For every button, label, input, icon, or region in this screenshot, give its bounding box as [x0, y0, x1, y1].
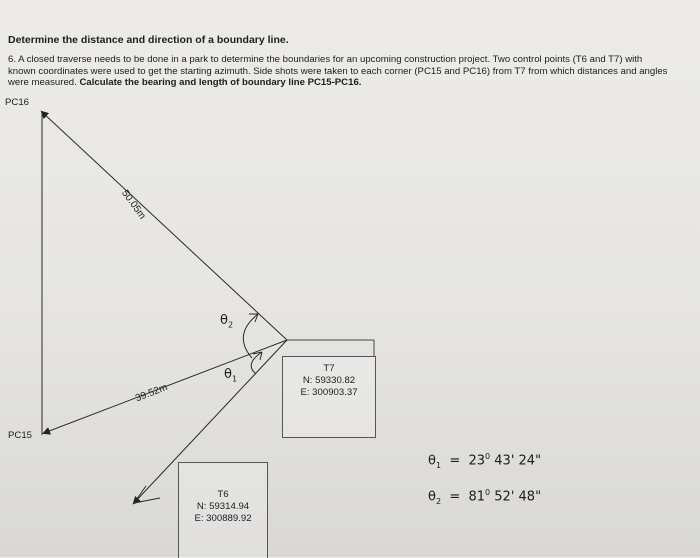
- t7-east: E: 300903.37: [300, 387, 358, 398]
- problem-text: 6. A closed traverse needs to be done in a park to determine the boundaries for an upcoming construction project. Two control points (T6 and T7) with known coordinates were used to get the starting azimuth. Side shots were taken to each corner (PC15 and PC16) from T7 from which distances and angles were measured.: [8, 54, 668, 88]
- t7-north: N: 59330.82: [302, 375, 356, 386]
- label-pc16: PC16: [5, 97, 29, 108]
- theta2-label: $\theta_2$: [220, 313, 234, 330]
- distance-pc16: 50.05m: [119, 188, 148, 222]
- problem-heading: Determine the distance and direction of a boundary line.: [8, 34, 289, 46]
- t6-name: T6: [217, 489, 229, 500]
- t6-coordinate-box: [178, 462, 268, 558]
- distance-pc15: 39.52m: [134, 382, 170, 405]
- label-pc15: PC15: [8, 430, 32, 441]
- line-t7-pc16: [42, 112, 287, 340]
- arc-theta1: [251, 352, 262, 374]
- theta1-equation: $\theta_1 = 23^0$ 43' 24": [428, 452, 542, 470]
- t7-coordinate-box: [282, 356, 376, 438]
- t7-name: T7: [323, 363, 335, 374]
- theta2-equation: $\theta_2 = 81^0$ 52' 48": [428, 488, 542, 506]
- t6-north: N: 59314.94: [196, 501, 250, 512]
- theta1-label: $\theta_1$: [224, 367, 238, 384]
- t6-east: E: 300889.92: [194, 513, 252, 524]
- problem-task: Calculate the bearing and length of boundary line PC15-PC16.: [79, 77, 362, 88]
